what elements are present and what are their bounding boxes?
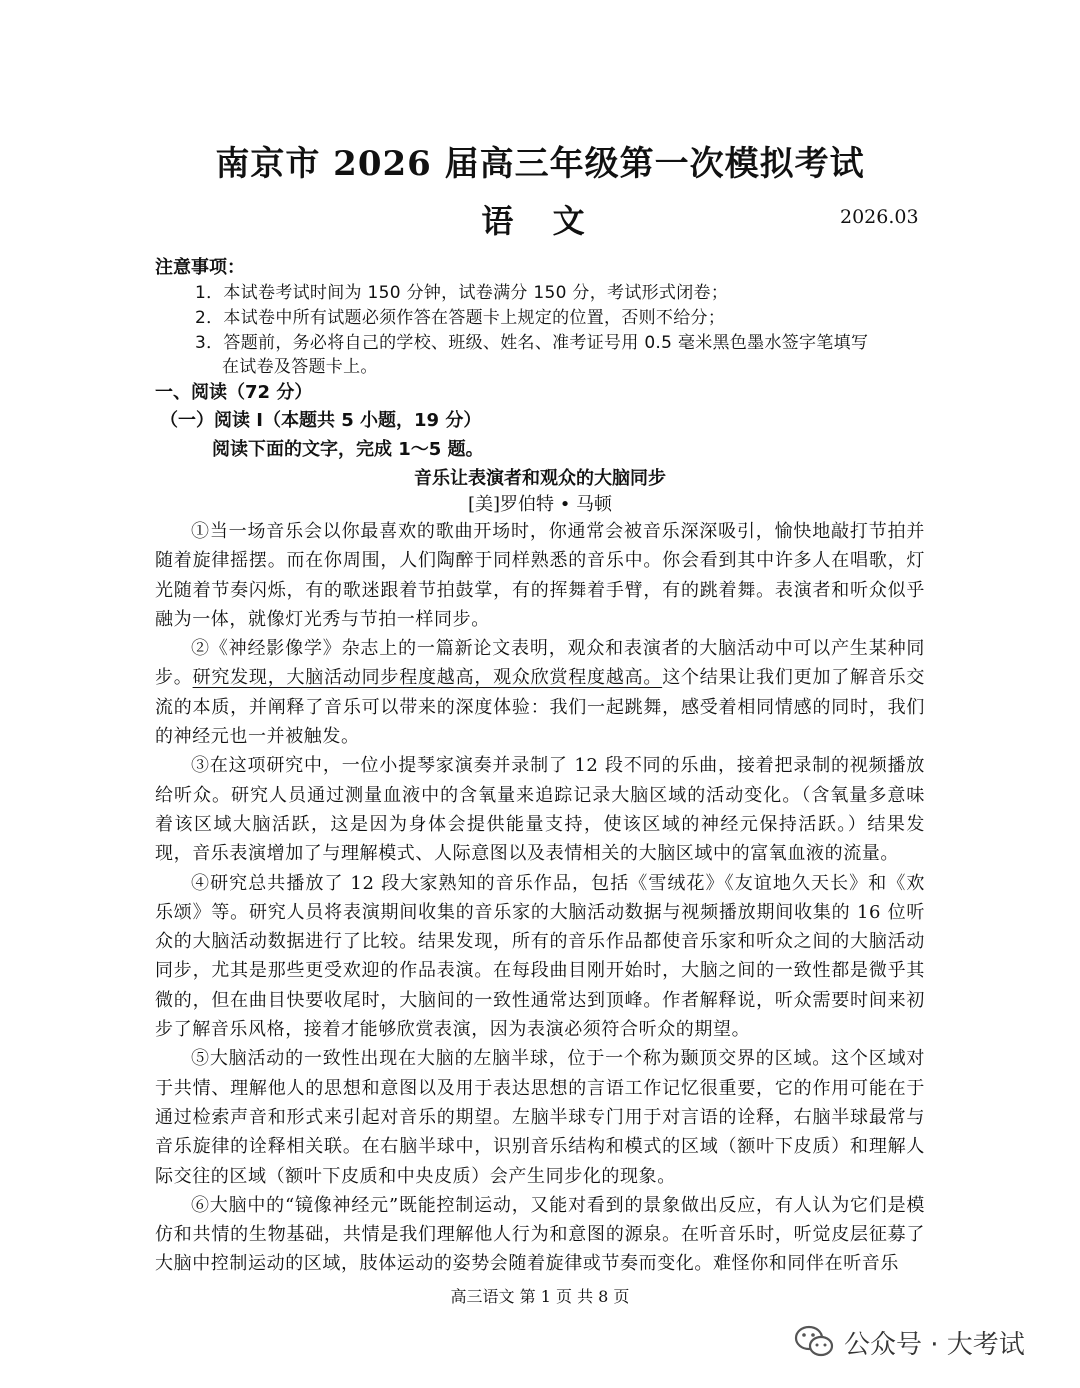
paragraph-3: ③在这项研究中，一位小提琴家演奏并录制了 12 段不同的乐曲，接着把录制的视频播放给听众。研究人员通过测量血液中的含氧量来追踪记录大脑区域的活动变化。（含氧量多意味着该区域大脑活跃，这是因为身体会提供能量支持，使该区域的神经元保持活跃。）结果发现，音乐表演增加了与理解模式、人际意图以及表情相关的大脑区域中的富氧血液的流量。 xyxy=(155,755,925,865)
paragraph-1: ①当一场音乐会以你最喜欢的歌曲开场时，你通常会被音乐深深吸引，愉快地敲打节拍并随着旋律摇摆。而在你周围，人们陶醉于同样熟悉的音乐中。你会看到其中许多人在唱歌，灯光随着节奏闪烁，有的歌迷跟着节拍鼓掌，有的挥舞着手臂，有的跳着舞。表演者和听众似乎融为一体，就像灯光秀与节拍一样同步。 xyxy=(155,521,925,630)
page-footer: 高三语文 第 1 页 共 8 页 xyxy=(450,1287,630,1306)
paragraph-4: ④研究总共播放了 12 段大家熟知的音乐作品，包括《雪绒花》《友谊地久天长》和《欢乐颂》等。研究人员将表演期间收集的音乐家的大脑活动数据与视频播放期间收集的 16 位听众的大脑活动数据进行了比较。结果发现，所有的音乐作品都使音乐家和听众之间的大脑活动同步，尤其是那些更受欢迎的作品表演。在每段曲目刚开始时，大脑之间的一致性都是微乎其微的，但在曲目快要收尾时，大脑间的一致性通常达到顶峰。作者解释说，听众需要时间来初步了解音乐风格，接着才能够欣赏表演，因为表演必须符合听众的期望。 xyxy=(155,872,925,1041)
notice-item-3-cont: 在试卷及答题卡上。 xyxy=(222,357,378,377)
subject-title: 语 文 xyxy=(481,202,599,240)
notice-item-1: 1．本试卷考试时间为 150 分钟，试卷满分 150 分，考试形式闭卷； xyxy=(195,283,729,303)
wechat-icon xyxy=(794,1324,834,1360)
exam-title: 南京市 2026 届高三年级第一次模拟考试 xyxy=(215,144,865,184)
article-body xyxy=(155,517,925,1279)
exam-date: 2026.03 xyxy=(840,206,919,228)
article-author: [美]罗伯特 • 马顿 xyxy=(467,494,613,515)
watermark xyxy=(794,1320,1025,1364)
part-heading: 一、阅读（72 分） xyxy=(155,382,313,403)
paragraph-2 xyxy=(155,634,925,751)
subsection-heading: （一）阅读 Ⅰ（本题共 5 小题，19 分） xyxy=(160,410,482,431)
underlined-sentence: 研究发现，大脑活动同步程度越高，观众欣赏程度越高。 xyxy=(192,667,663,689)
paragraph-6: ⑥大脑中的“镜像神经元”既能控制运动，又能对看到的景象做出反应，有人认为它们是模仿和共情的生物基础，共情是我们理解他人行为和意图的源泉。在听音乐时，听觉皮层征募了大脑中控制运动的区域，肢体运动的姿势会随着旋律或节奏而变化。难怪你和同伴在听音乐 xyxy=(155,1194,925,1275)
notice-item-3: 3．答题前，务必将自己的学校、班级、姓名、准考证号用 0.5 毫米黑色墨水签字笔填写 xyxy=(195,333,869,353)
paragraph-2-part-b: 这个结果让我们更加了解音乐交流的本质，并阐释了音乐可以带来的深度体验：我们一起跳舞，感受着相同情感的同时，我们的神经元也一并被触发。 xyxy=(155,667,926,748)
notice-item-2: 2．本试卷中所有试题必须作答在答题卡上规定的位置，否则不给分； xyxy=(195,308,726,328)
article-title: 音乐让表演者和观众的大脑同步 xyxy=(414,468,666,489)
reading-instruction: 阅读下面的文字，完成 1～5 题。 xyxy=(212,439,484,460)
watermark-text: 公众号 · 大考试 xyxy=(844,1329,1025,1360)
notice-heading: 注意事项： xyxy=(155,257,245,278)
paragraph-5: ⑤大脑活动的一致性出现在大脑的左脑半球，位于一个称为颞顶交界的区域。这个区域对于共情、理解他人的思想和意图以及用于表达思想的言语工作记忆很重要，它的作用可能在于通过检索声音和形式来引起对音乐的期望。左脑半球专门用于对言语的诠释，右脑半球最常与音乐旋律的诠释相关联。在右脑半球中，识别音乐结构和模式的区域（额叶下皮质）和理解人际交往的区域（额叶下皮质和中央皮质）会产生同步化的现象。 xyxy=(155,1048,925,1187)
paragraph-2-part-a: ②《神经影像学》杂志上的一篇新论文表明，观众和表演者的大脑活动中可以产生某种同步。 xyxy=(155,638,925,689)
